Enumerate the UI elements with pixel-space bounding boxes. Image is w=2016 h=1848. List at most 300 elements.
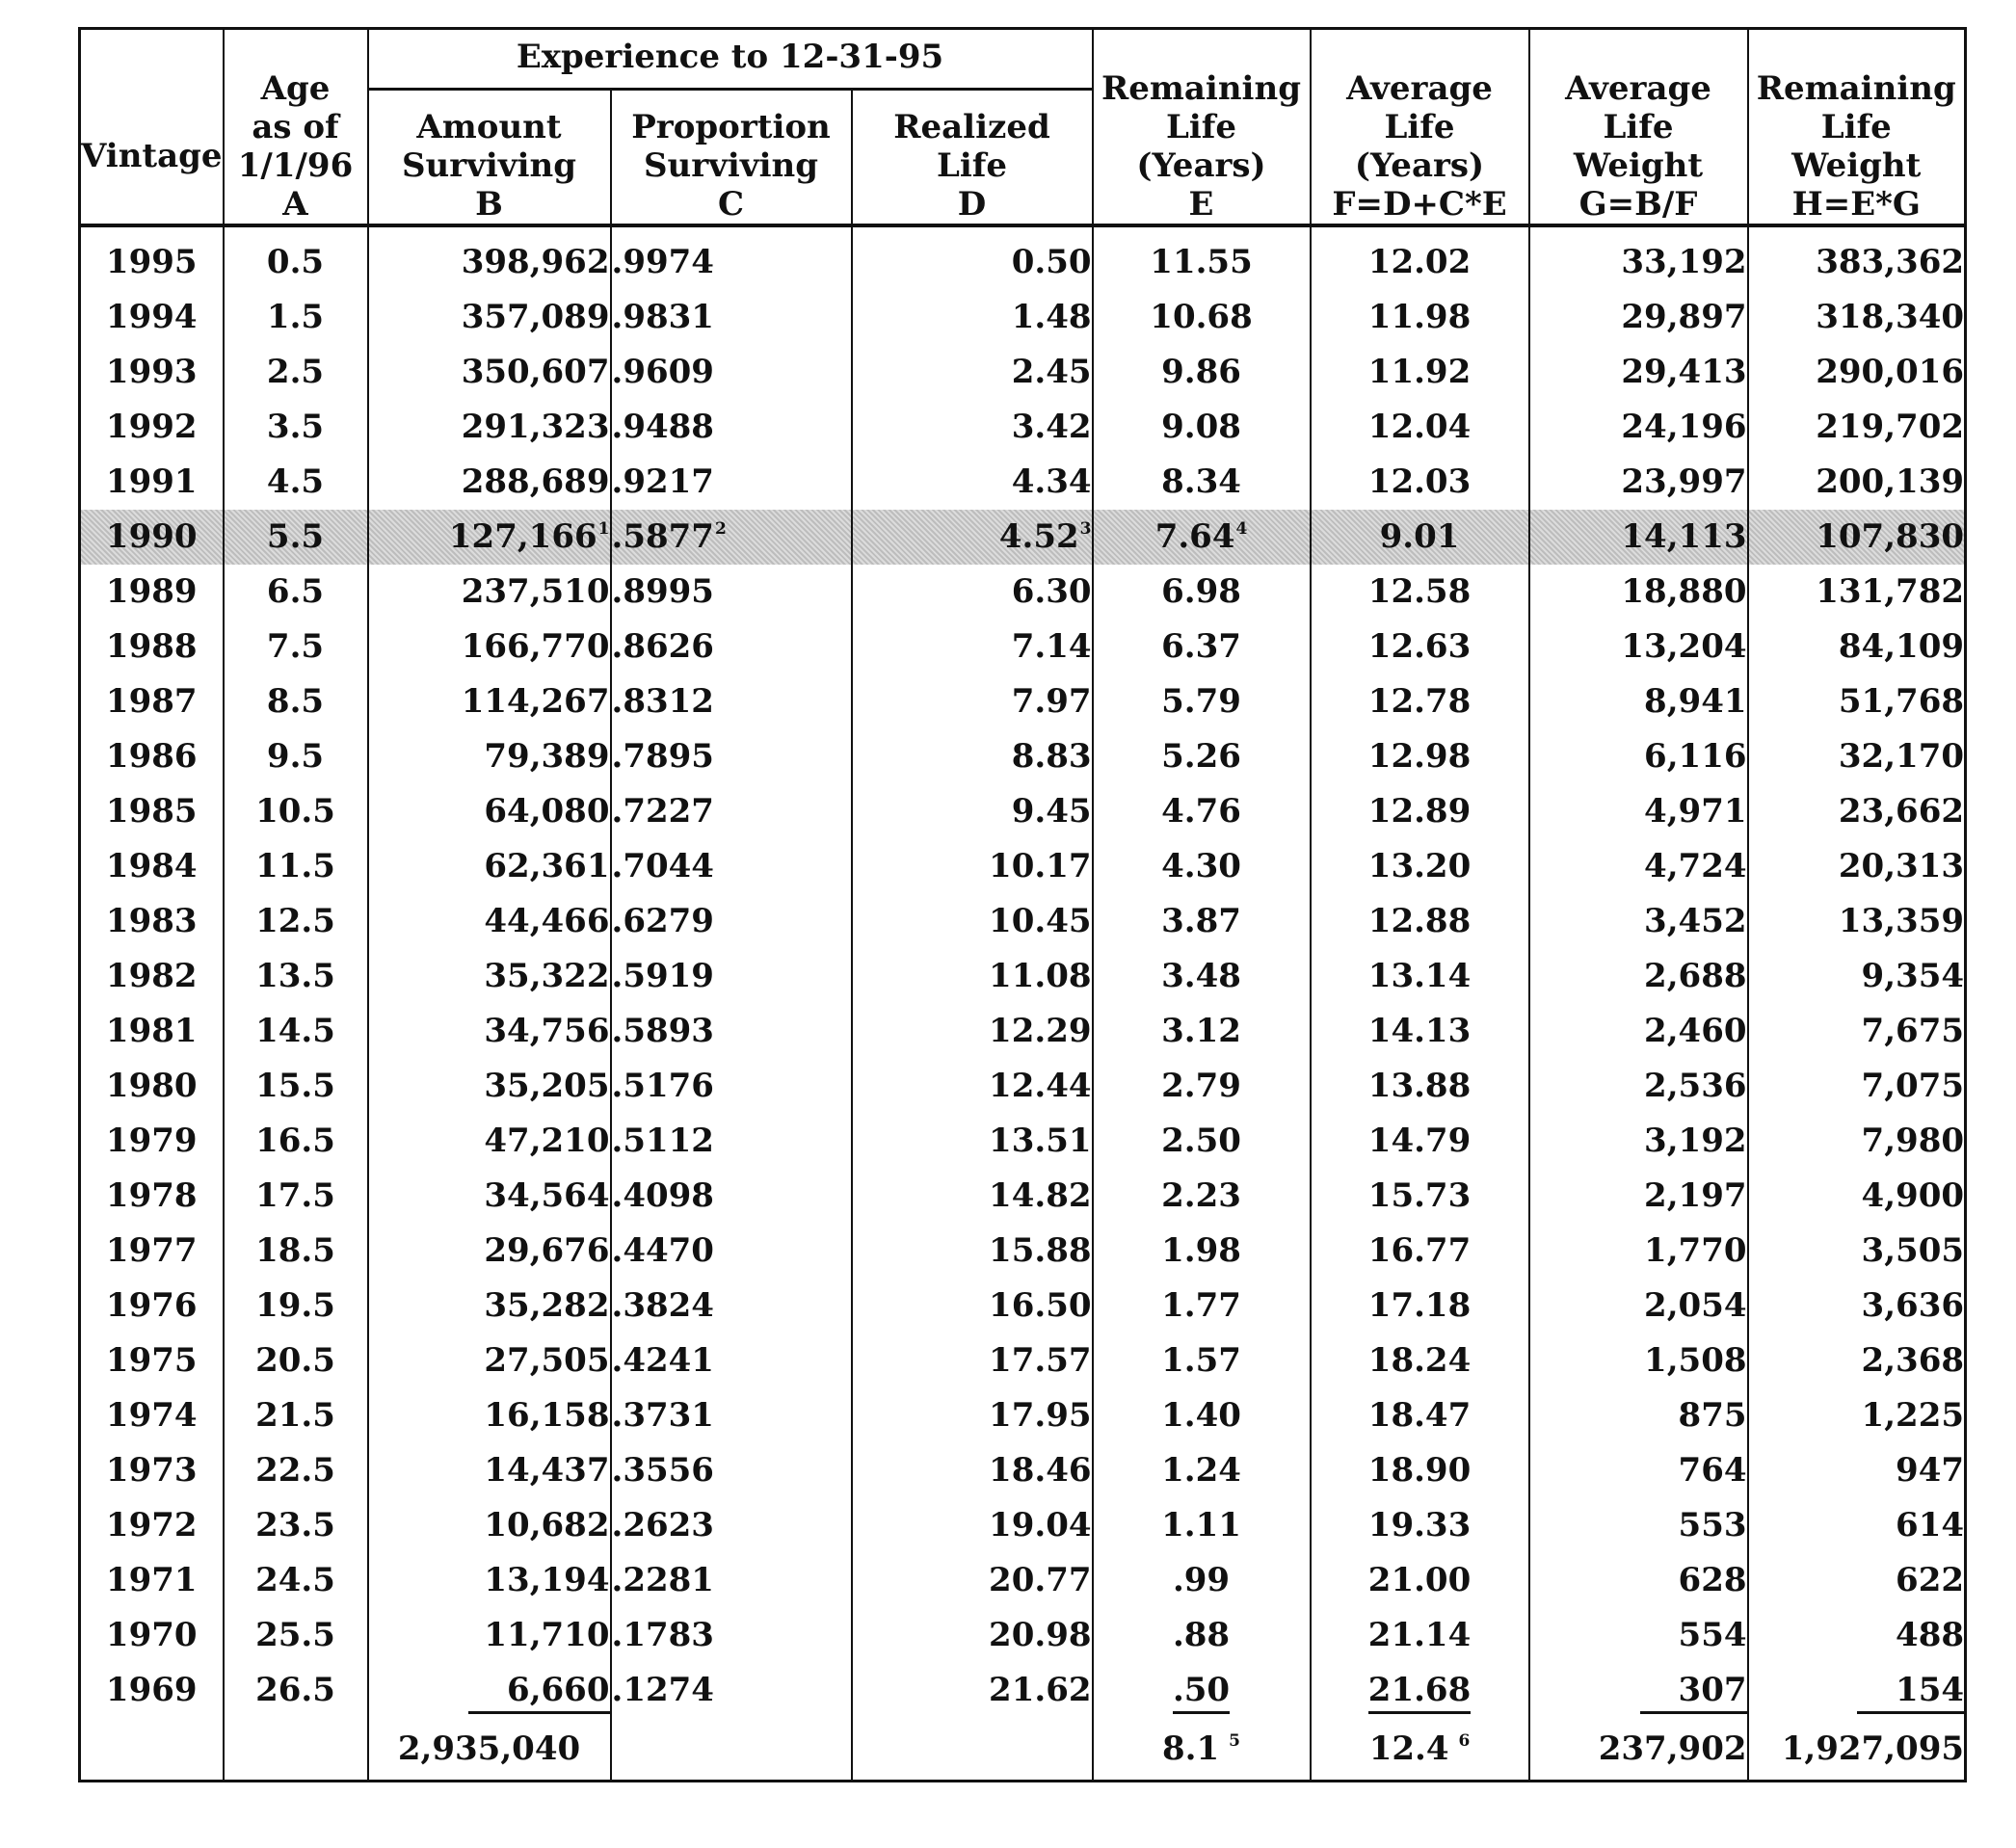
cell-average-life-weight (1529, 674, 1748, 729)
cell-proportion-surviving (611, 1114, 852, 1169)
cell-value: .4098 (611, 1176, 714, 1215)
cell-value: 8.5 (266, 682, 325, 721)
table-row (80, 839, 1966, 894)
cell-remaining-life-weight (1748, 729, 1966, 784)
cell-average-life-weight (1529, 1443, 1748, 1498)
cell-value: .9831 (611, 298, 714, 336)
cell-remaining-life-weight (1748, 225, 1966, 290)
cell-value: 20.98 (989, 1616, 1092, 1654)
cell-vintage (80, 894, 224, 949)
cell-vintage (80, 400, 224, 455)
cell-value: .5919 (611, 957, 714, 995)
cell-value: .99 (1172, 1561, 1231, 1599)
cell-value: 7,980 (1861, 1122, 1965, 1160)
cell-remaining-life-weight (1748, 1663, 1966, 1718)
cell-age (224, 345, 368, 400)
table-row (80, 290, 1966, 345)
cell-value: 21.5 (255, 1396, 335, 1435)
cell-average-life (1311, 1224, 1529, 1279)
cell-realized-life (852, 510, 1093, 565)
cell-value: 14,113 (1621, 517, 1747, 556)
cell-value: 1987 (105, 682, 198, 721)
cell-value: 7.64 (1154, 517, 1235, 556)
cell-remaining-life (1093, 225, 1311, 290)
table-row (80, 225, 1966, 290)
cell-average-life (1311, 1169, 1529, 1224)
cell-value: 5.26 (1161, 737, 1241, 776)
cell-remaining-life (1093, 510, 1311, 565)
cell-proportion-surviving (611, 1608, 852, 1663)
cell-value: 10.45 (989, 902, 1092, 940)
cell-remaining-life (1093, 1333, 1311, 1388)
cell-realized-life (852, 729, 1093, 784)
cell-value: 12.44 (989, 1067, 1092, 1105)
cell-vintage (80, 620, 224, 674)
footnote-marker: 3 (1079, 519, 1092, 539)
cell-average-life-weight (1529, 784, 1748, 839)
cell-amount-surviving (368, 839, 611, 894)
cell-remaining-life (1093, 565, 1311, 620)
cell-value: 14.82 (989, 1176, 1092, 1215)
cell-proportion-surviving (611, 565, 852, 620)
cell-value: .50 (1172, 1671, 1231, 1709)
cell-vintage (80, 1224, 224, 1279)
cell-value: 15.5 (255, 1067, 335, 1105)
cell-value: 6.37 (1161, 627, 1241, 666)
cell-value: 21.62 (989, 1671, 1092, 1709)
cell-realized-life (852, 290, 1093, 345)
cell-average-life (1311, 1553, 1529, 1608)
cell-amount-surviving (368, 1388, 611, 1443)
cell-value: 12.02 (1367, 243, 1472, 281)
cell-vintage (80, 1279, 224, 1333)
cell-value: 62,361 (484, 847, 610, 885)
cell-amount-surviving (368, 400, 611, 455)
cell-value: 1991 (105, 462, 198, 501)
underlined-value (1857, 1669, 1964, 1714)
cell-value: 64,080 (484, 792, 610, 831)
cell-proportion-surviving (611, 1004, 852, 1059)
cell-value: .9217 (611, 462, 714, 501)
cell-amount-surviving (368, 1169, 611, 1224)
cell-remaining-life-weight (1748, 455, 1966, 510)
cell-value: .7895 (611, 737, 714, 776)
cell-value: .8626 (611, 627, 714, 666)
cell-value: 2.5 (266, 353, 325, 391)
cell-amount-surviving (368, 565, 611, 620)
cell-age (224, 1004, 368, 1059)
table-row (80, 894, 1966, 949)
cell-value: .4470 (611, 1231, 714, 1270)
cell-amount-surviving (368, 674, 611, 729)
cell-average-life-weight (1529, 1224, 1748, 1279)
cell-value: 1990 (105, 517, 198, 556)
cell-remaining-life (1093, 1553, 1311, 1608)
cell-realized-life (852, 565, 1093, 620)
cell-value: 23,662 (1838, 792, 1965, 831)
table-row (80, 1279, 1966, 1333)
cell-value: 2,688 (1644, 957, 1747, 995)
cell-value: 2,460 (1644, 1012, 1747, 1050)
cell-value: 290,016 (1816, 353, 1965, 391)
cell-value: 554 (1678, 1616, 1747, 1654)
cell-value: 398,962 (461, 243, 610, 281)
cell-value: 17.57 (989, 1341, 1092, 1380)
cell-realized-life (852, 674, 1093, 729)
total-value: 1,927,095 (1781, 1729, 1965, 1768)
cell-value: 13,194 (484, 1561, 610, 1599)
cell-value: 12.04 (1367, 408, 1472, 446)
cell-remaining-life (1093, 345, 1311, 400)
cell-value: 21.14 (1367, 1616, 1472, 1654)
cell-value: 5.79 (1161, 682, 1241, 721)
cell-value: 47,210 (484, 1122, 610, 1160)
cell-value: 350,607 (461, 353, 610, 391)
cell-value: .9488 (611, 408, 714, 446)
table-header (80, 29, 1966, 226)
cell-amount-surviving (368, 455, 611, 510)
cell-amount-surviving (368, 894, 611, 949)
col-header-realized-life: Realized Life D (852, 90, 1093, 226)
cell-value: 9.86 (1161, 353, 1241, 391)
cell-remaining-life (1093, 400, 1311, 455)
cell-amount-surviving (368, 1443, 611, 1498)
cell-value: 84,109 (1838, 627, 1965, 666)
cell-value: 1.5 (266, 298, 325, 336)
cell-average-life (1311, 1004, 1529, 1059)
cell-value: 114,267 (461, 682, 610, 721)
cell-value: 2.79 (1161, 1067, 1241, 1105)
cell-remaining-life-weight (1748, 784, 1966, 839)
table-body (80, 225, 1966, 1782)
cell-value: 12.03 (1367, 462, 1472, 501)
cell-age (224, 1169, 368, 1224)
cell-value: .5112 (611, 1122, 714, 1160)
cell-vintage (80, 1443, 224, 1498)
cell-value: 1972 (105, 1506, 198, 1544)
cell-amount-surviving (368, 510, 611, 565)
cell-remaining-life (1093, 1224, 1311, 1279)
cell-age (224, 894, 368, 949)
cell-vintage (80, 1663, 224, 1718)
cell-value: 4,724 (1644, 847, 1747, 885)
cell-age (224, 1279, 368, 1333)
cell-value: 127,166 (448, 517, 597, 556)
cell-value: 628 (1678, 1561, 1747, 1599)
cell-average-life (1311, 225, 1529, 290)
cell-remaining-life (1093, 1169, 1311, 1224)
cell-value: 1.40 (1161, 1396, 1241, 1435)
cell-value: 19.04 (989, 1506, 1092, 1544)
total-amount-surviving (368, 1718, 611, 1782)
cell-value: 29,676 (484, 1231, 610, 1270)
remaining-life-table (78, 27, 1967, 1782)
cell-value: 3.12 (1161, 1012, 1241, 1050)
cell-proportion-surviving (611, 839, 852, 894)
cell-value: 1976 (105, 1286, 198, 1325)
cell-value: 34,756 (484, 1012, 610, 1050)
cell-amount-surviving (368, 1059, 611, 1114)
cell-proportion-surviving (611, 455, 852, 510)
table-row (80, 400, 1966, 455)
cell-value: 7,075 (1861, 1067, 1965, 1105)
cell-value: .3731 (611, 1396, 714, 1435)
cell-average-life-weight (1529, 455, 1748, 510)
cell-value: 44,466 (484, 902, 610, 940)
table-row (80, 1663, 1966, 1718)
cell-value: 12.89 (1367, 792, 1472, 831)
cell-amount-surviving (368, 1224, 611, 1279)
cell-age (224, 1608, 368, 1663)
cell-proportion-surviving (611, 620, 852, 674)
cell-average-life (1311, 1279, 1529, 1333)
cell-vintage (80, 1388, 224, 1443)
cell-value: 8,941 (1644, 682, 1747, 721)
cell-realized-life (852, 1553, 1093, 1608)
cell-value: 14.13 (1367, 1012, 1472, 1050)
cell-value: 12.98 (1367, 737, 1472, 776)
cell-value: 23.5 (255, 1506, 335, 1544)
cell-age (224, 620, 368, 674)
cell-value: 3.87 (1161, 902, 1241, 940)
total-value: 237,902 (1598, 1729, 1747, 1768)
cell-value: 11.92 (1367, 353, 1472, 391)
cell-vintage (80, 1004, 224, 1059)
life-table-document (78, 27, 1964, 1790)
cell-value: 200,139 (1816, 462, 1965, 501)
cell-value: 1989 (105, 572, 198, 611)
cell-amount-surviving (368, 1498, 611, 1553)
footnote-marker: 2 (714, 519, 727, 539)
cell-value: 4.5 (266, 462, 325, 501)
cell-value: .88 (1172, 1616, 1231, 1654)
cell-value: 16.77 (1367, 1231, 1472, 1270)
cell-value: 1.11 (1161, 1506, 1241, 1544)
table-row (80, 1059, 1966, 1114)
cell-remaining-life (1093, 455, 1311, 510)
cell-remaining-life (1093, 1388, 1311, 1443)
cell-average-life (1311, 1443, 1529, 1498)
cell-value: 614 (1896, 1506, 1965, 1544)
cell-proportion-surviving (611, 674, 852, 729)
header-group-row (80, 29, 1966, 90)
cell-value: 3.42 (1011, 408, 1092, 446)
cell-value: 11.55 (1150, 243, 1253, 281)
cell-amount-surviving (368, 729, 611, 784)
table-row (80, 345, 1966, 400)
total-average-life (1311, 1718, 1529, 1782)
cell-value: 16.50 (989, 1286, 1092, 1325)
cell-vintage (80, 455, 224, 510)
cell-amount-surviving (368, 1114, 611, 1169)
cell-average-life-weight (1529, 1059, 1748, 1114)
cell-average-life-weight (1529, 949, 1748, 1004)
cell-remaining-life (1093, 1608, 1311, 1663)
cell-value: 1,225 (1861, 1396, 1965, 1435)
cell-remaining-life-weight (1748, 1114, 1966, 1169)
table-row (80, 674, 1966, 729)
cell-value: .8995 (611, 572, 714, 611)
cell-value: 13.14 (1367, 957, 1472, 995)
table-row (80, 1333, 1966, 1388)
cell-realized-life (852, 620, 1093, 674)
cell-vintage (80, 1553, 224, 1608)
cell-value: 11.5 (255, 847, 335, 885)
cell-remaining-life-weight (1748, 949, 1966, 1004)
cell-average-life-weight (1529, 1553, 1748, 1608)
cell-remaining-life-weight (1748, 894, 1966, 949)
cell-remaining-life (1093, 1114, 1311, 1169)
cell-value: 10.5 (255, 792, 335, 831)
table-row (80, 1608, 1966, 1663)
cell-vintage (80, 729, 224, 784)
cell-average-life-weight (1529, 1333, 1748, 1388)
cell-average-life (1311, 1498, 1529, 1553)
cell-value: .5877 (611, 517, 714, 556)
cell-value: 12.5 (255, 902, 335, 940)
cell-value: 1986 (105, 737, 198, 776)
cell-value: 2,368 (1861, 1341, 1965, 1380)
cell-value: 10,682 (484, 1506, 610, 1544)
cell-remaining-life (1093, 839, 1311, 894)
cell-realized-life (852, 1498, 1093, 1553)
cell-proportion-surviving (611, 949, 852, 1004)
cell-value: 16.5 (255, 1122, 335, 1160)
cell-value: 1995 (105, 243, 198, 281)
cell-value: 19.33 (1367, 1506, 1472, 1544)
cell-value: 11.08 (989, 957, 1092, 995)
cell-average-life-weight (1529, 1169, 1748, 1224)
cell-average-life (1311, 839, 1529, 894)
cell-average-life-weight (1529, 510, 1748, 565)
empty-cell (224, 1718, 368, 1782)
cell-value: 19.5 (255, 1286, 335, 1325)
cell-remaining-life (1093, 1498, 1311, 1553)
cell-amount-surviving (368, 1279, 611, 1333)
cell-value: 24,196 (1621, 408, 1747, 446)
cell-value: 17.95 (989, 1396, 1092, 1435)
cell-proportion-surviving (611, 729, 852, 784)
table-row (80, 620, 1966, 674)
cell-realized-life (852, 1004, 1093, 1059)
cell-value: .1274 (611, 1671, 714, 1709)
cell-value: 14.5 (255, 1012, 335, 1050)
cell-value: 24.5 (255, 1561, 335, 1599)
cell-average-life (1311, 565, 1529, 620)
cell-value: .7044 (611, 847, 714, 885)
cell-value: 10.17 (989, 847, 1092, 885)
cell-value: 13.88 (1367, 1067, 1472, 1105)
cell-value: 13.51 (989, 1122, 1092, 1160)
empty-cell (80, 1718, 224, 1782)
total-value: 12.4 (1368, 1729, 1449, 1768)
cell-value: 4.52 (998, 517, 1079, 556)
cell-value: 11,710 (484, 1616, 610, 1654)
cell-average-life-weight (1529, 1663, 1748, 1718)
cell-average-life-weight (1529, 839, 1748, 894)
cell-remaining-life-weight (1748, 1553, 1966, 1608)
cell-value: 2.50 (1161, 1122, 1241, 1160)
underlined-value (1368, 1669, 1471, 1714)
cell-amount-surviving (368, 1004, 611, 1059)
cell-remaining-life (1093, 894, 1311, 949)
cell-value: 10.68 (1150, 298, 1253, 336)
cell-age (224, 400, 368, 455)
table-row (80, 1169, 1966, 1224)
cell-remaining-life-weight (1748, 674, 1966, 729)
cell-value: 7,675 (1861, 1012, 1965, 1050)
cell-age (224, 1333, 368, 1388)
cell-remaining-life (1093, 1443, 1311, 1498)
cell-value: 1.57 (1161, 1341, 1241, 1380)
cell-remaining-life-weight (1748, 1608, 1966, 1663)
cell-value: 291,323 (461, 408, 610, 446)
cell-value: 29,897 (1621, 298, 1747, 336)
cell-remaining-life-weight (1748, 1333, 1966, 1388)
cell-proportion-surviving (611, 894, 852, 949)
cell-value: 26.5 (255, 1671, 335, 1709)
table-row (80, 1224, 1966, 1279)
cell-value: 318,340 (1816, 298, 1965, 336)
cell-average-life (1311, 620, 1529, 674)
col-header-remaining-life-weight: Remaining Life Weight H=E*G (1748, 29, 1966, 226)
cell-value: 1993 (105, 353, 198, 391)
cell-value: 1988 (105, 627, 198, 666)
cell-vintage (80, 784, 224, 839)
cell-value: 1,770 (1644, 1231, 1747, 1270)
cell-value: 5.5 (266, 517, 325, 556)
cell-average-life (1311, 1663, 1529, 1718)
cell-age (224, 1443, 368, 1498)
cell-value: .9609 (611, 353, 714, 391)
cell-value: 4,971 (1644, 792, 1747, 831)
cell-average-life-weight (1529, 1498, 1748, 1553)
cell-value: 29,413 (1621, 353, 1747, 391)
cell-value: 1971 (105, 1561, 198, 1599)
table-row (80, 510, 1966, 565)
totals-row (80, 1718, 1966, 1782)
cell-value: 21.68 (1367, 1671, 1472, 1709)
cell-remaining-life-weight (1748, 1059, 1966, 1114)
cell-remaining-life-weight (1748, 1169, 1966, 1224)
cell-value: 12.63 (1367, 627, 1472, 666)
cell-remaining-life (1093, 1663, 1311, 1718)
col-header-age: Age as of 1/1/96 A (224, 29, 368, 226)
cell-proportion-surviving (611, 510, 852, 565)
cell-value: 1.98 (1161, 1231, 1241, 1270)
cell-value: 288,689 (461, 462, 610, 501)
cell-value: 9.08 (1161, 408, 1241, 446)
cell-value: .1783 (611, 1616, 714, 1654)
cell-vintage (80, 1169, 224, 1224)
total-average-life-weight (1529, 1718, 1748, 1782)
cell-value: 947 (1896, 1451, 1965, 1490)
cell-value: 7.97 (1011, 682, 1092, 721)
cell-value: 18.5 (255, 1231, 335, 1270)
cell-average-life (1311, 455, 1529, 510)
cell-value: 12.29 (989, 1012, 1092, 1050)
cell-value: 35,282 (484, 1286, 610, 1325)
cell-value: 2,054 (1644, 1286, 1747, 1325)
cell-realized-life (852, 1224, 1093, 1279)
cell-value: 17.18 (1367, 1286, 1472, 1325)
cell-average-life (1311, 894, 1529, 949)
cell-value: 18.46 (989, 1451, 1092, 1490)
cell-vintage (80, 1333, 224, 1388)
cell-value: 219,702 (1816, 408, 1965, 446)
col-header-average-life-weight: Average Life Weight G=B/F (1529, 29, 1748, 226)
cell-value: .2281 (611, 1561, 714, 1599)
